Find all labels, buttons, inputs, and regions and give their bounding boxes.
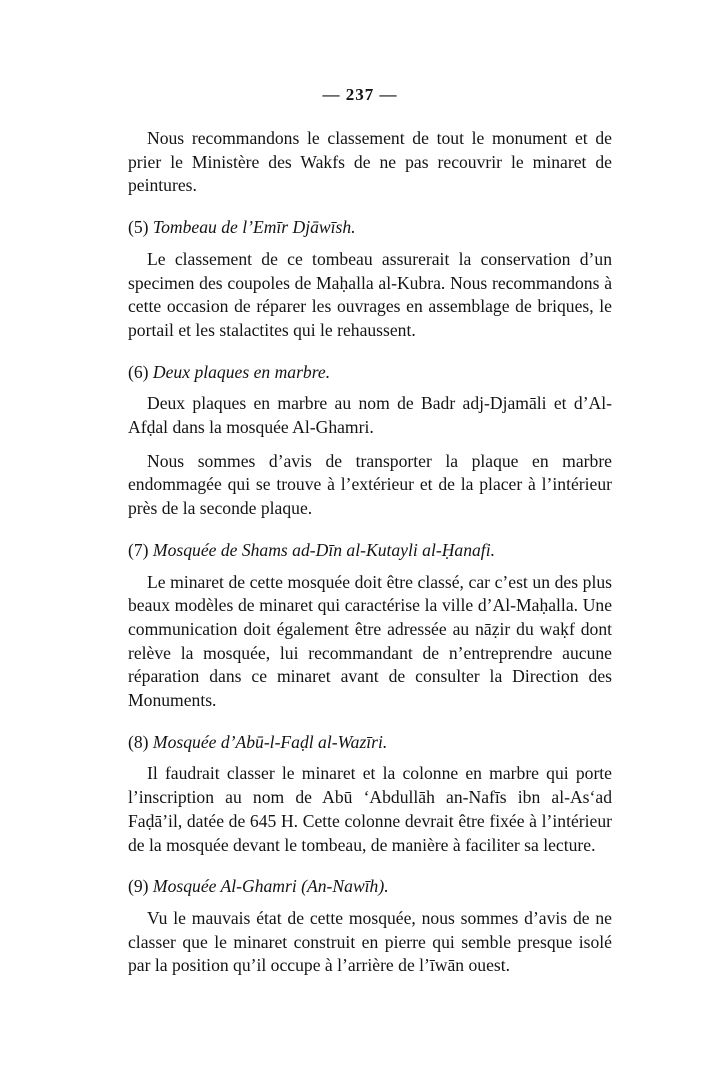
section-heading <box>128 539 612 563</box>
intro-block <box>128 127 612 198</box>
section-paragraph: Le minaret de cette mosquée doit être classé, car c’est un des plus beaux modèles de minaret qui caractérise la ville d’Al-Maḥalla. Une communication doit également être adressée au nāẓir du waḳf dont relève la mosquée, lui recommandant de n’entreprendre aucune réparation dans ce minaret avant de consulter la Direction des Monuments. <box>128 571 612 711</box>
section-title: Mosquée Al-Ghamri (An-Nawīh). <box>152 876 389 897</box>
section-number: (9) <box>128 876 149 897</box>
section-paragraph: Deux plaques en marbre au nom de Badr adj-Djamāli et d’Al-Afḍal dans la mosquée Al-Ghamri. <box>128 393 612 438</box>
section-number: (5) <box>128 217 149 238</box>
section-title: Mosquée d’Abū-l-Faḍl al-Wazīri. <box>152 731 388 752</box>
section-heading <box>128 361 612 385</box>
section-5 <box>128 216 612 343</box>
section-paragraph: Il faudrait classer le minaret et la colonne en marbre qui porte l’inscription au nom de Abū ‘Abdullāh an-Nafīs ibn al-As‘ad Faḍā’il, datée de 645 H. Cette colonne devrait être fixée à l’intérieur de la mosquée devant le tombeau, de manière à faciliter sa lecture. <box>128 763 612 855</box>
page-body <box>128 84 612 988</box>
section-title: Mosquée de Shams ad-Dīn al-Kutayli al-Ḥanafi. <box>152 539 495 560</box>
section-heading <box>128 216 612 240</box>
section-number: (6) <box>128 361 149 382</box>
page-number: — 237 — <box>322 85 398 104</box>
section-7 <box>128 539 612 713</box>
section-number: (7) <box>128 539 149 560</box>
section-heading <box>128 731 612 755</box>
section-title: Tombeau de l’Emīr Djāwīsh. <box>152 217 356 238</box>
section-6 <box>128 361 612 521</box>
section-paragraph: Vu le mauvais état de cette mosquée, nous sommes d’avis de ne classer que le minaret construit en pierre qui semble presque isolé par la position qu’il occupe à l’arrière de l’īwān ouest. <box>128 907 612 976</box>
section-paragraph: Nous sommes d’avis de transporter la plaque en marbre endommagée qui se trouve à l’extérieur et de la placer à l’intérieur près de la seconde plaque. <box>128 450 612 519</box>
section-paragraph: Le classement de ce tombeau assurerait la conservation d’un specimen des coupoles de Maḥalla al-Kubra. Nous recommandons à cette occasion de réparer les ouvrages en assemblage de briques, le portail et les stalactites qui le rehaussent. <box>128 248 612 340</box>
section-title: Deux plaques en marbre. <box>152 361 331 382</box>
section-8 <box>128 731 612 858</box>
section-9 <box>128 875 612 978</box>
intro-paragraph: Nous recommandons le classement de tout le monument et de prier le Ministère des Wakfs de ne pas recouvrir le minaret de peintures. <box>128 128 612 196</box>
section-heading <box>128 875 612 899</box>
section-number: (8) <box>128 731 149 752</box>
